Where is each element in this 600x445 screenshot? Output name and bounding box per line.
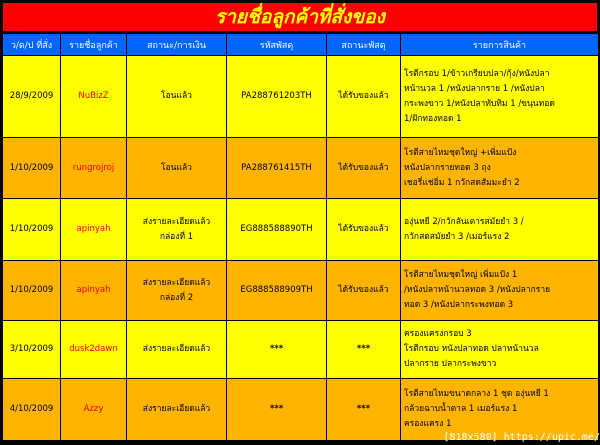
payment-status: ส่งรายละเอียดแล้ว <box>127 379 227 441</box>
item-line: องุ่นหยี 2/กวักลันเตารสมัยยำ 3 / <box>404 216 524 227</box>
payment-status: ส่งรายละเอียดแล้ว กล่องที่ 1 <box>127 199 227 261</box>
tracking-code: *** <box>227 379 327 441</box>
item-line: กล้วยฉาบน้ำตาล 1 เมอร์แรง 1 <box>404 404 518 414</box>
item-line: โรตีกรอบ หนังปลาทอด ปลาหน้านวล <box>404 344 539 354</box>
item-line: ปลากราย ปลากระพงขาว <box>404 359 497 369</box>
table-header-row <box>3 34 599 56</box>
customer-name: Azzy <box>61 379 127 441</box>
payment-status: โอนแล้ว <box>127 138 227 199</box>
parcel-status: *** <box>327 379 401 441</box>
table-row <box>3 261 599 321</box>
item-line: /หนังปลาหน้านวลทอด 3 /หนังปลากราย <box>404 285 551 295</box>
order-date: 3/10/2009 <box>3 321 61 379</box>
header-tracking-code: รหัสพัสดุ <box>227 34 327 56</box>
customer-name: dusk2dawn <box>61 321 127 379</box>
order-date: 1/10/2009 <box>3 261 61 321</box>
parcel-status: ได้รับของแล้ว <box>327 138 401 199</box>
parcel-status: ได้รับของแล้ว <box>327 261 401 321</box>
tracking-code: PA288761415TH <box>227 138 327 199</box>
item-line: โรตีกรอบ 1/ข้าวเกรียบปลา/กุ้ง/หนังปลา <box>404 68 550 79</box>
tracking-code: EG888588890TH <box>227 199 327 261</box>
item-list <box>401 199 599 261</box>
parcel-status: ได้รับของแล้ว <box>327 56 401 138</box>
order-date: 1/10/2009 <box>3 138 61 199</box>
payment-status: โอนแล้ว <box>127 56 227 138</box>
customer-name: NuBizZ <box>61 56 127 138</box>
item-list <box>401 56 599 138</box>
item-line: หน้านวล 1 /หนังปลากราย 1 /หนังปลา <box>404 83 545 94</box>
payment-status: ส่งรายละเอียดแล้ว กล่องที่ 2 <box>127 261 227 321</box>
item-line: เชอรี่แช่อิ่ม 1 กวักสดสัมมะยำ 2 <box>404 177 520 188</box>
item-line: โรตีสายไหมขนาดกลาง 1 ชุด องุ่นหยี 1 <box>404 389 549 399</box>
item-list <box>401 138 599 199</box>
item-line: ครองแครงกรอบ 3 <box>404 329 472 339</box>
image-host-watermark: [818x580] https://upic.me/ <box>443 432 600 443</box>
item-line: หนังปลากรายทอด 3 ถุง <box>404 162 491 173</box>
header-parcel-status: สถานะพัสดุ <box>327 34 401 56</box>
table-row <box>3 199 599 261</box>
parcel-status: ได้รับของแล้ว <box>327 199 401 261</box>
order-date: 1/10/2009 <box>3 199 61 261</box>
header-payment-status: สถานะ/การเงิน <box>127 34 227 56</box>
payment-status: ส่งรายละเอียดแล้ว <box>127 321 227 379</box>
item-line: โรตีสายไหมชุดใหญ่ +เพิ่มแป้ง <box>404 147 517 158</box>
item-line: 1/ฝักทองทอด 1 <box>404 113 462 124</box>
order-date: 4/10/2009 <box>3 379 61 441</box>
item-list <box>401 321 599 379</box>
table-row <box>3 138 599 199</box>
page-title: รายชื่อลูกค้าที่สั่งของ <box>2 2 598 32</box>
item-list <box>401 261 599 321</box>
parcel-status: *** <box>327 321 401 379</box>
customer-name: rungrojroj <box>61 138 127 199</box>
item-line: ครองแครง 1 <box>404 419 452 429</box>
tracking-code: *** <box>227 321 327 379</box>
header-items: รายการสินค้า <box>401 34 599 56</box>
item-line: กวักสดสมัยยำ 3 /เมอร์แรง 2 <box>404 231 510 242</box>
table-row <box>3 56 599 138</box>
item-line: โรตีสายไหมชุดใหญ่ เพิ่มแป้ง 1 <box>404 270 518 280</box>
table-row <box>3 321 599 379</box>
header-order-date: ว/ด/ป ที่สั่ง <box>3 34 61 56</box>
item-line: กระพงขาว 1/หนังปลาทับทิม 1 /ขนุนทอด <box>404 98 555 109</box>
order-date: 28/9/2009 <box>3 56 61 138</box>
customer-name: apinyah <box>61 199 127 261</box>
header-customer-name: รายชื่อลูกค้า <box>61 34 127 56</box>
item-line: ทอด 3 /หนังปลากระพงทอด 3 <box>404 300 514 310</box>
tracking-code: EG888588909TH <box>227 261 327 321</box>
customer-name: apinyah <box>61 261 127 321</box>
tracking-code: PA288761203TH <box>227 56 327 138</box>
orders-table <box>2 33 599 441</box>
